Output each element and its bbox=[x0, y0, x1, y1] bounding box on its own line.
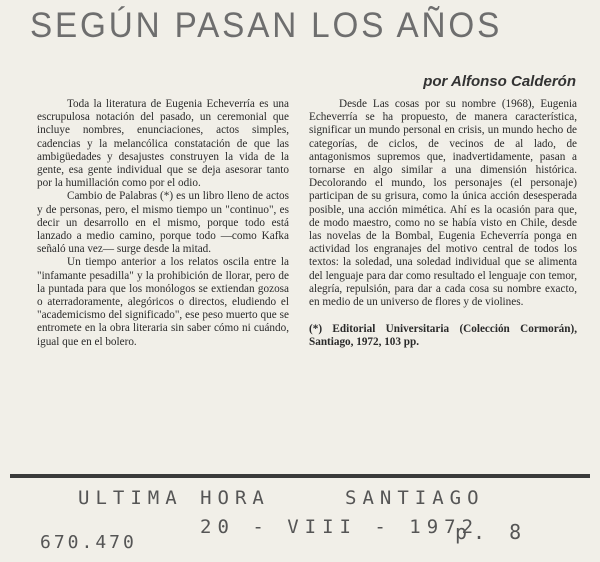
handwritten-page: p. 8 bbox=[455, 520, 528, 544]
handwritten-date: 20 - VIII - 1972 bbox=[200, 516, 480, 538]
handwritten-city: SANTIAGO bbox=[345, 487, 485, 509]
article-byline: por Alfonso Calderón bbox=[423, 73, 576, 90]
handwritten-source: ULTIMA HORA bbox=[78, 487, 270, 509]
right-column bbox=[309, 98, 577, 350]
footnote: (*) Editorial Universitaria (Colección Cormorán), Santiago, 1972, 103 pp. bbox=[309, 323, 577, 349]
article-headline: SEGÚN PASAN LOS AÑOS bbox=[30, 6, 503, 45]
paragraph: Desde Las cosas por su nombre (1968), Eugenia Echeverría se ha propuesto, de manera característica, significar un mundo personal en crisis, un mundo hecho de categorías, de ciclos, de vecinos de al lado, de antagonismos supremos que, inadvertidamente, pasan a tornarse en algo similar a una dimensión histórica. Decolorando el mundo, los personajes (el personaje) participan de su grisura, como la única acción desesperada posible, una acción mimética. Ahí es la ocasión para que, de modo maestro, como no se había visto en Chile, desde las novelas de la Bombal, Eugenia Echeverría ponga en actividad los engranajes del motivo central de todos los textos: la soledad, una soledad individual que se alimenta del lenguaje para dar como resultado el lenguaje con temor, alegría, repulsión, para dar a cada cosa su nombre exacto, en medio de un universo de flores y de violines. bbox=[309, 98, 577, 309]
paragraph: Un tiempo anterior a los relatos oscila entre la "infamante pesadilla" y la prohibición de llorar, pero de la puntada para que los monólogos se extiendan gozosa o aterradoramente, alegóricos o directos, eludiendo el "academicismo del significado", ese peso muerto que se entromete en la obra literaria sin saber cómo ni cuándo, igual que en el bolero. bbox=[37, 256, 289, 348]
handwritten-code: 670.470 bbox=[40, 532, 137, 553]
divider-rule bbox=[10, 474, 590, 478]
paragraph: Toda la literatura de Eugenia Echeverría es una escrupulosa notación del pasado, un ceremonial que incluye nombres, enunciaciones, actos simples, cadencias y la melancólica constatación de que las ambigüedades y desajustes construyen la vida de la gente, esa gente individual que se deja asesorar tanto por la humillación como por el odio. bbox=[37, 98, 289, 190]
left-column bbox=[37, 98, 289, 349]
paragraph: Cambio de Palabras (*) es un libro lleno de actos y de personas, pero, el mismo tiempo un "continuo", es decir un desarrollo en el mismo, porque todo está lanzado a medio camino, porque todo —como Kafka señaló una vez— surge desde la mitad. bbox=[37, 190, 289, 256]
